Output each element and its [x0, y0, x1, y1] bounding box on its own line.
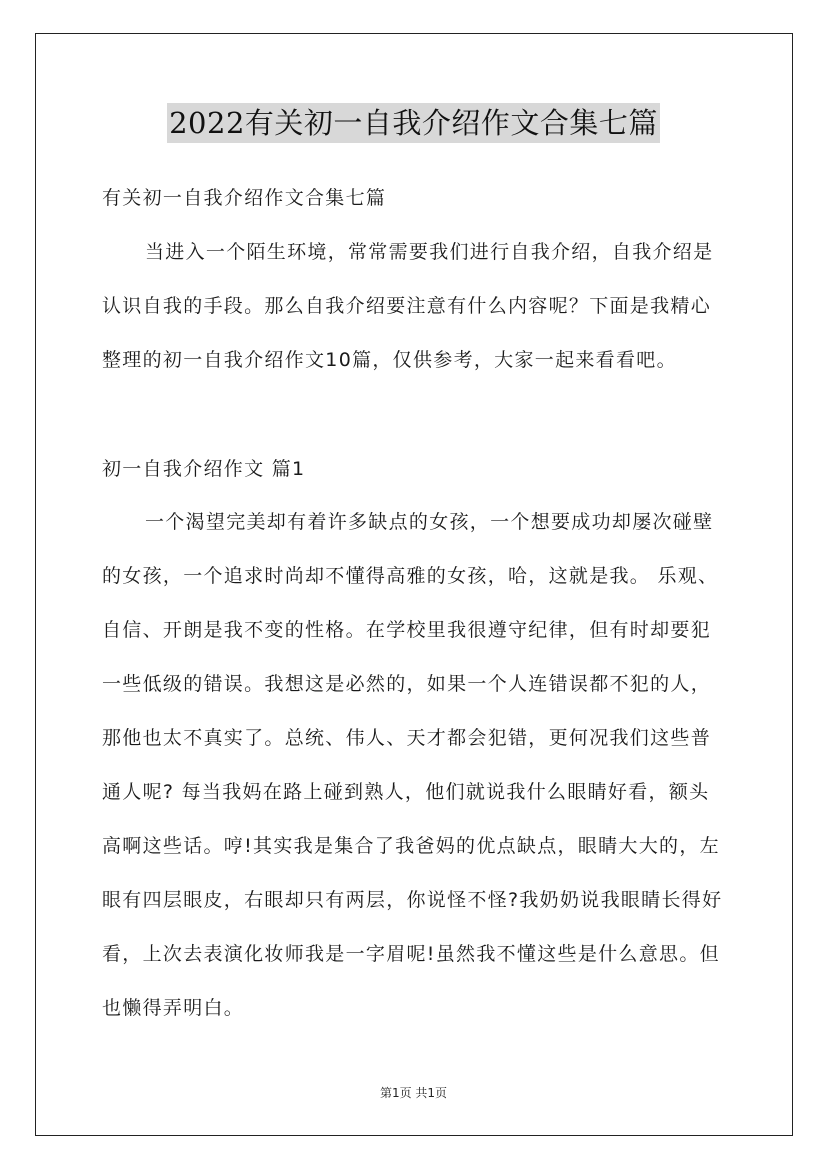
intro-line: 当进入一个陌生环境，常常需要我们进行自我介绍，自我介绍是: [145, 241, 714, 263]
body-line: 也懒得弄明白。: [102, 997, 245, 1019]
subtitle: 有关初一自我介绍作文合集七篇: [102, 187, 387, 209]
intro-line: 整理的初一自我介绍作文10篇，仅供参考，大家一起来看看吧。: [102, 349, 677, 371]
document-title: 2022有关初一自我介绍作文合集七篇: [167, 103, 660, 143]
body-line: 眼有四层眼皮，右眼却只有两层，你说怪不怪?我奶奶说我眼睛长得好: [102, 889, 723, 911]
page-footer: 第1页 共1页: [379, 1086, 448, 1100]
intro-line: 认识自我的手段。那么自我介绍要注意有什么内容呢？下面是我精心: [102, 295, 712, 317]
body-line: 那他也太不真实了。总统、伟人、天才都会犯错，更何况我们这些普: [102, 727, 712, 749]
body-line: 自信、开朗是我不变的性格。在学校里我很遵守纪律，但有时却要犯: [102, 619, 712, 641]
body-line: 看，上次去表演化妆师我是一字眉呢!虽然我不懂这些是什么意思。但: [102, 943, 720, 965]
body-line: 高啊这些话。哼!其实我是集合了我爸妈的优点缺点，眼睛大大的，左: [102, 835, 720, 857]
body-line: 的女孩，一个追求时尚却不懂得高雅的女孩，哈，这就是我。 乐观、: [102, 565, 719, 587]
body-line: 一个渴望完美却有着许多缺点的女孩，一个想要成功却屡次碰壁: [145, 511, 714, 533]
title-container: [0, 103, 827, 143]
section-heading: 初一自我介绍作文 篇1: [102, 458, 306, 480]
body-line: 一些低级的错误。我想这是必然的，如果一个人连错误都不犯的人，: [102, 673, 712, 695]
body-line: 通人呢? 每当我妈在路上碰到熟人，他们就说我什么眼睛好看，额头: [102, 781, 710, 803]
